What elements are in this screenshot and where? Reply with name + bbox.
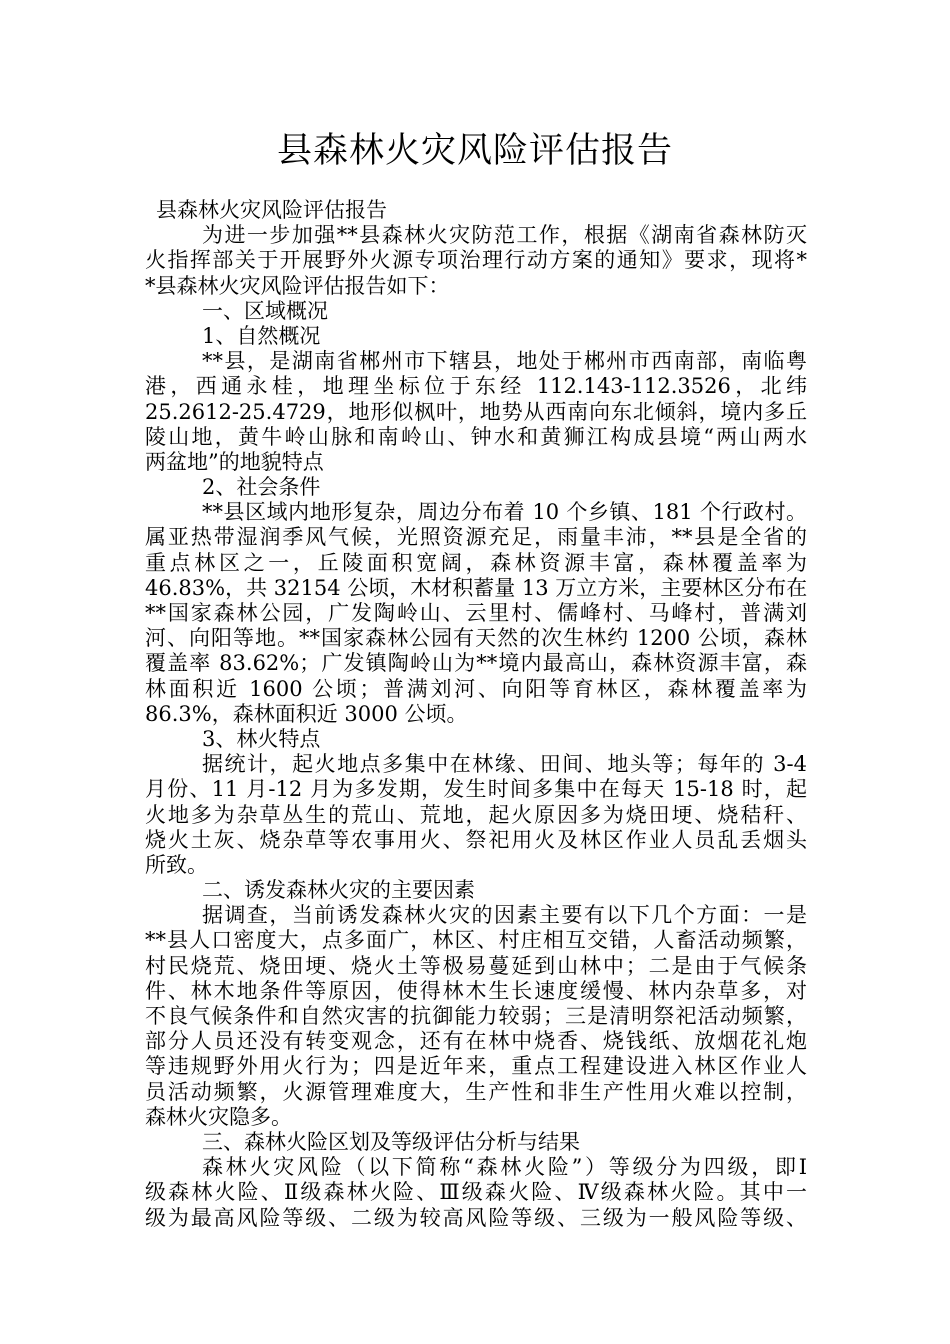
paragraph-line: 月份、11 月-12 月为多发期，发生时间多集中在每天 15-18 时，起 [145,777,807,802]
paragraph-line: 火地多为杂草丛生的荒山、荒地，起火原因多为烧田埂、烧秸秆、 [145,802,807,827]
paragraph-line: 件、林木地条件等原因，使得林木生长速度缓慢、林内杂草多，对 [145,978,807,1003]
paragraph-line: 级为最高风险等级、二级为较高风险等级、三级为一般风险等级、 [145,1205,807,1230]
paragraph-line: 覆盖率 83.62%；广发镇陶岭山为**境内最高山，森林资源丰富，森 [145,651,807,676]
paragraph-line: 烧火土灰、烧杂草等农事用火、祭祀用火及林区作业人员乱丢烟头 [145,827,807,852]
paragraph-line: 员活动频繁，火源管理难度大，生产性和非生产性用火难以控制， [145,1079,807,1104]
paragraph-line: 所致。 [145,852,208,877]
paragraph-line: 森林火灾风险（以下简称“森林火险”）等级分为四级，即Ⅰ [202,1155,807,1180]
section-heading: 三、森林火险区划及等级评估分析与结果 [202,1129,580,1154]
paragraph-line: 港，西通永桂，地理坐标位于东经 112.143-112.3526，北纬 [145,374,807,399]
subsection-heading: 3、林火特点 [202,726,321,751]
paragraph-line: 部分人员还没有转变观念，还有在林中烧香、烧钱纸、放烟花礼炮 [145,1029,807,1054]
paragraph-line: **县人口密度大，点多面广，林区、村庄相互交错，人畜活动频繁， [145,928,807,953]
section-heading: 二、诱发森林火灾的主要因素 [202,878,475,903]
paragraph-line: **国家森林公园，广发陶岭山、云里村、儒峰村、马峰村，普满刘 [145,601,807,625]
subtitle-line: 县森林火灾风险评估报告 [156,198,387,222]
paragraph-line: 25.2612-25.4729，地形似枫叶，地势从西南向东北倾斜，境内多丘 [145,399,807,424]
paragraph-line: 村民烧荒、烧田埂、烧火土等极易蔓延到山林中；二是由于气候条 [145,953,807,978]
section-heading: 一、区域概况 [202,298,328,323]
paragraph-line: 属亚热带湿润季风气候，光照资源充足，雨量丰沛，**县是全省的 [145,525,807,550]
paragraph-line: 为进一步加强**县森林火灾防范工作，根据《湖南省森林防灭 [202,223,807,248]
paragraph-line: 火指挥部关于开展野外火源专项治理行动方案的通知》要求，现将* [145,248,807,273]
paragraph-line: 河、向阳等地。**国家森林公园有天然的次生林约 1200 公顷，森林 [145,626,807,651]
paragraph-line: 46.83%，共 32154 公顷，木材积蓄量 13 万立方米，主要林区分布在 [145,575,808,600]
paragraph-line: 级森林火险、Ⅱ级森林火险、Ⅲ级森火险、Ⅳ级森林火险。其中一 [145,1180,807,1205]
paragraph-line: 据统计，起火地点多集中在林缘、田间、地头等；每年的 3-4 [202,752,807,777]
paragraph-line: 不良气候条件和自然灾害的抗御能力较弱；三是清明祭祀活动频繁， [145,1004,807,1028]
paragraph-line: 据调查，当前诱发森林火灾的因素主要有以下几个方面：一是 [202,903,807,928]
subsection-heading: 2、社会条件 [202,475,321,500]
paragraph-line: *县森林火灾风险评估报告如下： [145,273,450,298]
document-title: 县森林火灾风险评估报告 [276,131,673,171]
paragraph-line: **县，是湖南省郴州市下辖县，地处于郴州市西南部，南临粤 [202,349,807,374]
paragraph-line: 陵山地，黄牛岭山脉和南岭山、钟水和黄狮江构成县境“两山两水 [145,424,807,449]
document-body [145,198,807,1231]
paragraph-line: 等违规野外用火行为；四是近年来，重点工程建设进入林区作业人 [145,1054,807,1079]
paragraph-line: **县区域内地形复杂，周边分布着 10 个乡镇、181 个行政村。 [202,500,807,525]
subsection-heading: 1、自然概况 [202,323,321,348]
paragraph-line: 重点林区之一，丘陵面积宽阔，森林资源丰富，森林覆盖率为 [145,550,807,575]
paragraph-line: 森林火灾隐多。 [145,1104,292,1129]
paragraph-line: 86.3%，森林面积近 3000 公顷。 [145,701,468,726]
paragraph-line: 两盆地”的地貌特点 [145,449,324,474]
paragraph-line: 林面积近 1600 公顷；普满刘河、向阳等育林区，森林覆盖率为 [145,676,807,701]
